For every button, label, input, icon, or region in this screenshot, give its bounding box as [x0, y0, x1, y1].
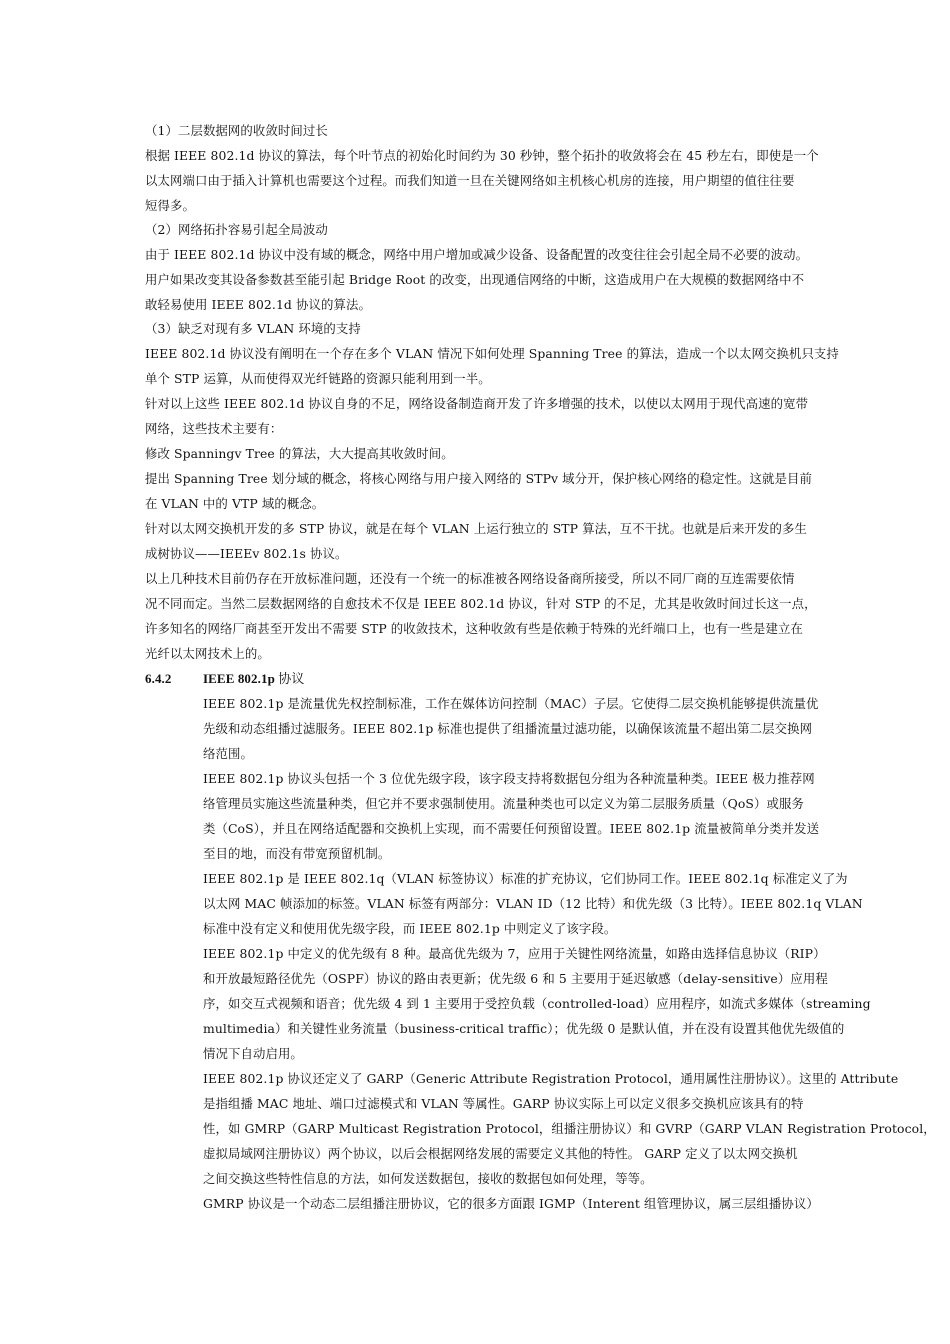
text-line: 敢轻易使用 IEEE 802.1d 协议的算法。 [145, 297, 371, 312]
text-line: IEEE 802.1p 中定义的优先级有 8 种。最高优先级为 7，应用于关键性网络流量，如路由选择信息协议（RIP） [203, 946, 826, 961]
text-line: 根据 IEEE 802.1d 协议的算法，每个叶节点的初始化时间约为 30 秒钟，整个拓扑的收敛将会在 45 秒左右，即使是一个 [145, 148, 819, 163]
text-line: 网络，这些技术主要有： [145, 421, 283, 436]
text-line: GMRP 协议是一个动态二层组播注册协议，它的很多方面跟 IGMP（Interent 组管理协议，属三层组播协议） [203, 1196, 819, 1211]
text-line: 性，如 GMRP（GARP Multicast Registration Protocol，组播注册协议）和 GVRP（GARP VLAN Registration Protocol， [203, 1121, 936, 1136]
text-line: 以上几种技术目前仍存在开放标准问题，还没有一个统一的标准被各网络设备商所接受，所以不同厂商的互连需要依情 [145, 571, 795, 586]
text-line: 提出 Spanning Tree 划分域的概念，将核心网络与用户接入网络的 STPv 域分开，保护核心网络的稳定性。这就是目前 [145, 471, 812, 486]
text-line: 情况下自动启用。 [203, 1046, 303, 1061]
text-line: 以太网端口由于插入计算机也需要这个过程。而我们知道一旦在关键网络如主机核心机房的连接，用户期望的值往往要 [145, 173, 795, 188]
section-title-suffix: 协议 [274, 671, 305, 686]
text-line: 序，如交互式视频和语音；优先级 4 到 1 主要用于受控负载（controlled-load）应用程序，如流式多媒体（streaming [203, 996, 871, 1011]
text-line: 单个 STP 运算，从而使得双光纤链路的资源只能利用到一半。 [145, 371, 491, 386]
section-number: 6.4.2 [145, 671, 172, 686]
text-line: 和开放最短路径优先（OSPF）协议的路由表更新；优先级 6 和 5 主要用于延迟敏感（delay-sensitive）应用程 [203, 971, 828, 986]
text-line: 成树协议——IEEEv 802.1s 协议。 [145, 546, 348, 561]
text-line: 光纤以太网技术上的。 [145, 646, 270, 661]
text-line: 先级和动态组播过滤服务。IEEE 802.1p 标准也提供了组播流量过滤功能，以确保该流量不超出第二层交换网 [203, 721, 813, 736]
text-line: IEEE 802.1d 协议没有阐明在一个存在多个 VLAN 情况下如何处理 Spanning Tree 的算法，造成一个以太网交换机只支持 [145, 346, 839, 361]
text-line: 在 VLAN 中的 VTP 域的概念。 [145, 496, 325, 511]
section-title [203, 671, 304, 687]
text-line: IEEE 802.1p 是 IEEE 802.1q（VLAN 标签协议）标准的扩充协议，它们协同工作。IEEE 802.1q 标准定义了为 [203, 871, 848, 886]
text-line: 针对以太网交换机开发的多 STP 协议，就是在每个 VLAN 上运行独立的 STP 算法，互不干扰。也就是后来开发的多生 [145, 521, 807, 536]
text-line: 修改 Spanningv Tree 的算法，大大提高其收敛时间。 [145, 446, 454, 461]
text-line: 络范围。 [203, 746, 253, 761]
text-line: 用户如果改变其设备参数甚至能引起 Bridge Root 的改变，出现通信网络的中断，这造成用户在大规模的数据网络中不 [145, 272, 805, 287]
text-line: 虚拟局域网注册协议）两个协议，以后会根据网络发展的需要定义其他的特性。 GARP 定义了以太网交换机 [203, 1146, 798, 1161]
text-line: （1）二层数据网的收敛时间过长 [145, 123, 328, 138]
text-line: IEEE 802.1p 协议头包括一个 3 位优先级字段，该字段支持将数据包分组为各种流量种类。IEEE 极力推荐网 [203, 771, 815, 786]
text-line: 由于 IEEE 802.1d 协议中没有域的概念，网络中用户增加或减少设备、设备配置的改变往往会引起全局不必要的波动。 [145, 247, 809, 262]
section-title-bold: IEEE 802.1p [203, 671, 275, 686]
text-line: 许多知名的网络厂商甚至开发出不需要 STP 的收敛技术，这种收敛有些是依赖于特殊的光纤端口上，也有一些是建立在 [145, 621, 803, 636]
text-line: 络管理员实施这些流量种类，但它并不要求强制使用。流量种类也可以定义为第二层服务质量（QoS）或服务 [203, 796, 804, 811]
text-line: IEEE 802.1p 协议还定义了 GARP（Generic Attribute Registration Protocol，通用属性注册协议）。这里的 Attribute [203, 1071, 899, 1086]
text-line: 至目的地，而没有带宽预留机制。 [203, 846, 391, 861]
text-line: 针对以上这些 IEEE 802.1d 协议自身的不足，网络设备制造商开发了许多增强的技术，以使以太网用于现代高速的宽带 [145, 396, 809, 411]
text-line: 况不同而定。当然二层数据网络的自愈技术不仅是 IEEE 802.1d 协议，针对 STP 的不足，尤其是收敛时间过长这一点， [145, 596, 817, 611]
text-line: 类（CoS），并且在网络适配器和交换机上实现，而不需要任何预留设置。IEEE 802.1p 流量被简单分类并发送 [203, 821, 820, 836]
text-line: 短得多。 [145, 198, 195, 213]
text-line: 是指组播 MAC 地址、端口过滤模式和 VLAN 等属性。GARP 协议实际上可以定义很多交换机应该具有的特 [203, 1096, 804, 1111]
text-line: multimedia）和关键性业务流量（business-critical traffic）；优先级 0 是默认值，并在没有设置其他优先级值的 [203, 1021, 845, 1036]
text-line: 标准中没有定义和使用优先级字段，而 IEEE 802.1p 中则定义了该字段。 [203, 921, 617, 936]
text-line: 以太网 MAC 帧添加的标签。VLAN 标签有两部分：VLAN ID（12 比特）和优先级（3 比特）。IEEE 802.1q VLAN [203, 896, 863, 911]
text-line: IEEE 802.1p 是流量优先权控制标准，工作在媒体访问控制（MAC）子层。它使得二层交换机能够提供流量优 [203, 696, 819, 711]
text-line: （2）网络拓扑容易引起全局波动 [145, 222, 328, 237]
text-line: （3）缺乏对现有多 VLAN 环境的支持 [145, 321, 361, 336]
text-line: 之间交换这些特性信息的方法，如何发送数据包，接收的数据包如何处理，等等。 [203, 1171, 653, 1186]
